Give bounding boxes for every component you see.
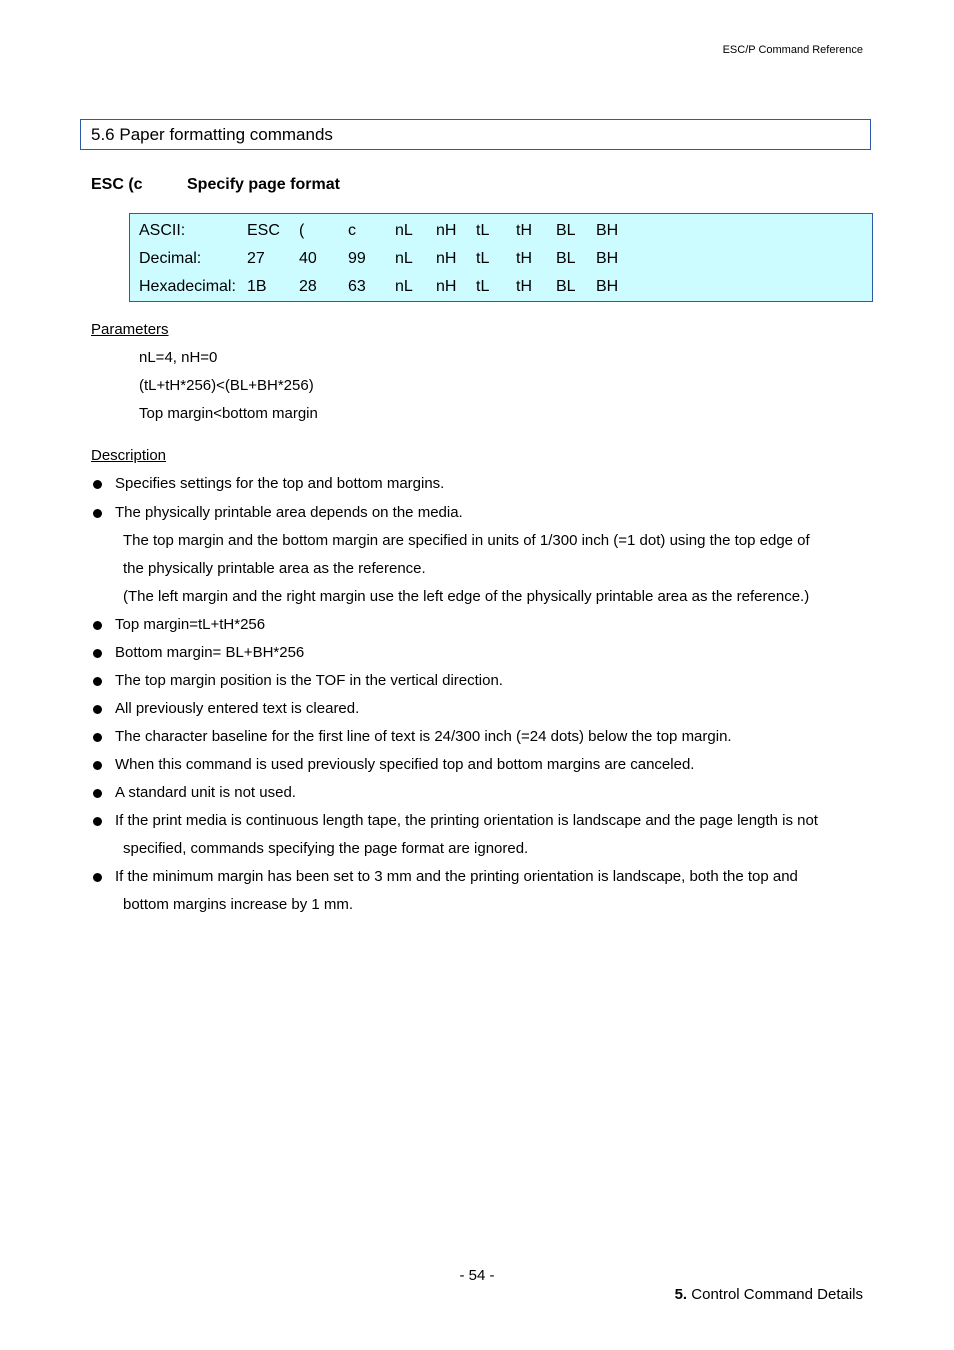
code-cell: nH — [436, 278, 457, 295]
parameter-item: (tL+tH*256)<(BL+BH*256) — [139, 377, 314, 394]
chapter-title: Control Command Details — [691, 1286, 863, 1303]
code-cell: 99 — [348, 250, 366, 267]
section-heading: 5.6 Paper formatting commands — [80, 119, 871, 150]
bullet-dot-icon — [93, 817, 102, 826]
code-table — [129, 213, 873, 302]
parameter-item: Top margin<bottom margin — [139, 405, 318, 422]
code-cell: BH — [596, 278, 619, 295]
code-cell: ( — [299, 222, 305, 239]
parameters-heading: Parameters — [91, 321, 169, 338]
code-cell: BL — [556, 278, 576, 295]
bullet-dot-icon — [93, 705, 102, 714]
row-label: ASCII: — [139, 222, 186, 239]
row-label: Decimal: — [139, 250, 202, 267]
bullet-text: Top margin=tL+tH*256 — [115, 616, 266, 633]
command-description: Specify page format — [187, 176, 340, 193]
code-cell: ESC — [247, 222, 280, 239]
bullet-text: All previously entered text is cleared. — [115, 700, 360, 717]
bullet-text: If the print media is continuous length tape, the printing orientation is landscape and the page length is not — [115, 812, 818, 829]
code-cell: tL — [476, 250, 490, 267]
bullet-dot-icon — [93, 509, 102, 518]
bullet-continuation: the physically printable area as the reference. — [123, 560, 426, 577]
code-cell: tH — [516, 278, 532, 295]
code-cell: nL — [395, 278, 413, 295]
code-row-decimal — [130, 244, 872, 272]
code-cell: 27 — [247, 250, 265, 267]
bullet-text: The physically printable area depends on the media. — [115, 504, 463, 521]
chapter-number: 5. — [674, 1286, 688, 1303]
row-label: Hexadecimal: — [139, 278, 236, 295]
parameter-item: nL=4, nH=0 — [139, 349, 218, 366]
bullet-dot-icon — [93, 677, 102, 686]
command-title — [91, 176, 340, 194]
bullet-text: Specifies settings for the top and bottom margins. — [115, 475, 445, 492]
page-number: - 54 - — [459, 1267, 495, 1284]
code-cell: BH — [596, 222, 619, 239]
code-cell: BL — [556, 222, 576, 239]
code-cell: BH — [596, 250, 619, 267]
description-heading: Description — [91, 447, 167, 464]
bullet-dot-icon — [93, 873, 102, 882]
code-cell: BL — [556, 250, 576, 267]
bullet-text: The top margin position is the TOF in the vertical direction. — [115, 672, 503, 689]
code-cell: nH — [436, 250, 457, 267]
bullet-dot-icon — [93, 621, 102, 630]
bullet-text: When this command is used previously specified top and bottom margins are canceled. — [115, 756, 695, 773]
code-cell: nL — [395, 222, 413, 239]
bullet-text: Bottom margin= BL+BH*256 — [115, 644, 305, 661]
bullet-text: The character baseline for the first line of text is 24/300 inch (=24 dots) below the top margin. — [115, 728, 732, 745]
bullet-continuation: The top margin and the bottom margin are specified in units of 1/300 inch (=1 dot) using the top edge of — [123, 532, 810, 549]
running-header: ESC/P Command Reference — [722, 44, 863, 56]
code-cell: 40 — [299, 250, 317, 267]
code-cell: nL — [395, 250, 413, 267]
bullet-dot-icon — [93, 649, 102, 658]
code-cell: 28 — [299, 278, 317, 295]
bullet-continuation: bottom margins increase by 1 mm. — [123, 896, 354, 913]
bullet-text: A standard unit is not used. — [115, 784, 296, 801]
bullet-continuation: specified, commands specifying the page format are ignored. — [123, 840, 529, 857]
code-cell: tL — [476, 222, 490, 239]
code-cell: 63 — [348, 278, 366, 295]
bullet-dot-icon — [93, 480, 102, 489]
bullet-continuation: (The left margin and the right margin use the left edge of the physically printable area as the reference.) — [123, 588, 810, 605]
code-cell: tH — [516, 250, 532, 267]
code-cell: nH — [436, 222, 457, 239]
bullet-dot-icon — [93, 733, 102, 742]
chapter-footer — [675, 1286, 863, 1303]
code-cell: tH — [516, 222, 532, 239]
code-cell: c — [348, 222, 356, 239]
command-name: ESC (c — [91, 176, 143, 193]
code-cell: 1B — [247, 278, 267, 295]
bullet-dot-icon — [93, 761, 102, 770]
bullet-text: If the minimum margin has been set to 3 mm and the printing orientation is landscape, both the top and — [115, 868, 798, 885]
code-row-hexadecimal — [130, 272, 872, 300]
code-row-ascii — [130, 216, 872, 244]
bullet-dot-icon — [93, 789, 102, 798]
code-cell: tL — [476, 278, 490, 295]
